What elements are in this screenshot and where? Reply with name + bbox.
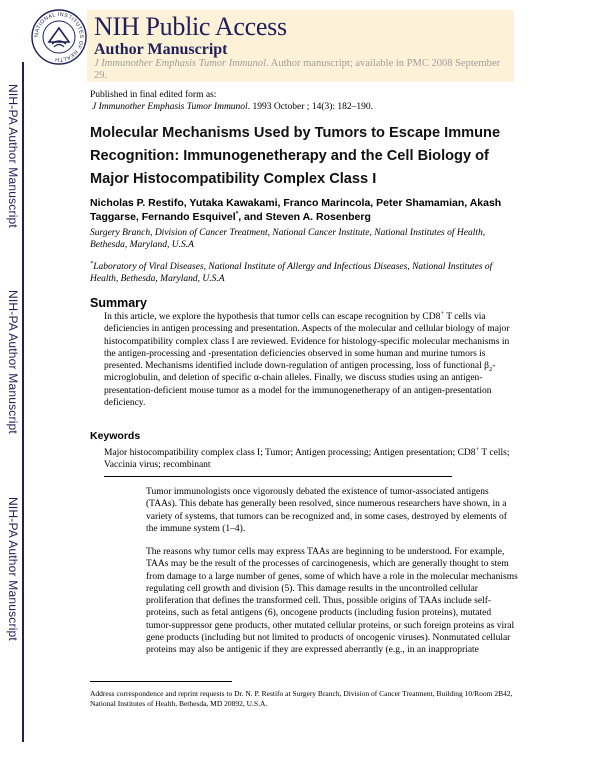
header-citation [94, 58, 512, 82]
body-paragraph-2: The reasons why tumor cells may express TAAs are beginning to be understood. For example, TAAs may be the result of the processes of carcinogenesis, which are generally thought to stem from damage to a large number of genes, some of which have a role in the molecular mechanisms regulating cell growth and division (5). This damage results in the uncontrolled cellular proliferation that defines the transformed cell. Thus, possible origins of TAAs include self-proteins, such as fetal antigens (6), oncogene products (including fusion proteins), mutated tumor-suppressor gene products, other mutated cellular proteins, or such foreign proteins as viral gene products (including but not limited to products of oncogenic viruses). Nonmutated cellular proteins may also be antigenic if they are expressed aberrantly (e.g., in an inappropriate [146, 547, 518, 656]
author-footnote-mark: * [235, 210, 239, 218]
summary-text [104, 311, 519, 409]
published-label: Published in final edited form as: [90, 90, 217, 100]
published-details: . 1993 October ; 14(3): 182–190. [247, 102, 374, 112]
authors-line-2a: Taggarse, Fernando Esquivel [90, 211, 236, 223]
author-manuscript-subtitle: Author Manuscript [94, 41, 228, 58]
article-title: Molecular Mechanisms Used by Tumors to Escape Immune Recognition: Immunogenetherapy and the Cell Biology of Major Histocompatibility Complex Class I [90, 125, 501, 187]
authors-line-1: Nicholas P. Restifo, Yutaka Kawakami, Franco Marincola, Peter Shamamian, Akash [90, 197, 502, 209]
summary-heading: Summary [90, 296, 147, 310]
affiliation-2 [90, 261, 520, 285]
keywords-heading: Keywords [90, 430, 141, 442]
header-journal-name: J Immunother Emphasis Tumor Immunol [94, 58, 267, 69]
summary-sup: + [440, 309, 445, 317]
margin-rule [22, 62, 24, 742]
correspondence-footnote: Address correspondence and reprint requests to Dr. N. P. Restifo at Surgery Branch, Division of Cancer Treatment, Building 10/Room 2B42, National Institutes of Health, Bethesda, MD 20892, U.S.A. [90, 689, 513, 708]
keywords-divider [104, 476, 452, 477]
summary-text-b: T cells via deficiencies in antigen processing and presentation. Aspects of the molecular and cellular biology of major histocompatibility complex class I are reviewed. Evidence for histology-specific molecular mechanisms in the antigen-processing and -presentation deficiencies observed in some human and murine tumors is presented. Mechanisms identified include down-regulation of antigen processing, loss of functional β [104, 312, 510, 372]
body-paragraph-1: Tumor immunologists once vigorously debated the existence of tumor-associated antigens (TAAs). This debate has generally been resolved, since numerous researchers have shown, in a variety of systems, that tumors can be recognized and, in some cases, destroyed by elements of the immune system (1–4). [146, 487, 507, 534]
published-citation [90, 101, 373, 113]
author-list [90, 196, 520, 224]
published-final-form [90, 89, 373, 113]
published-journal: J Immunother Emphasis Tumor Immunol [92, 102, 248, 112]
nih-pa-margin-label-1: NIH-PA Author Manuscript [6, 84, 20, 228]
summary-text-a: In this article, we explore the hypothesis that tumor cells can escape recognition by CD8 [104, 312, 441, 322]
nih-pa-margin-label-2: NIH-PA Author Manuscript [6, 290, 20, 434]
keywords-text-b: T cells; Vaccinia virus; recombinant [104, 448, 510, 471]
footnote-divider [90, 681, 232, 682]
summary-sub: 2 [489, 366, 493, 374]
header-citation-rest: . Author manuscript; available in PMC 2008 September 29. [94, 58, 500, 81]
nih-pa-margin-label-3: NIH-PA Author Manuscript [6, 497, 20, 641]
authors-line-2b: , and Steven A. Rosenberg [238, 211, 371, 223]
affiliation-2-mark: * [90, 259, 94, 267]
summary-text-c: -microglobulin, and deletion of specific α-chain alleles. Finally, we discuss studies using an antigen-presentation-deficient mouse tumor as a model for the immunogenetherapy of an antigen-presentation deficiency. [104, 361, 496, 409]
keywords-sup: + [475, 445, 480, 453]
keywords-text-a: Major histocompatibility complex class I; Tumor; Antigen processing; Antigen presentation; CD8 [104, 448, 476, 458]
keywords-text [104, 447, 519, 472]
nih-logo-icon [30, 8, 88, 66]
affiliation-1: Surgery Branch, Division of Cancer Treatment, National Cancer Institute, National Institutes of Health, Bethesda, Maryland, U.S.A [90, 228, 486, 250]
nih-public-access-title: NIH Public Access [94, 12, 287, 41]
logo-ring-text: NATIONAL INSTITUTES OF HEALTH [33, 11, 85, 63]
affiliation-2-text: Laboratory of Viral Diseases, National Institute of Allergy and Infectious Diseases, National Institutes of Health, Bethesda, Maryland, U.S.A [90, 262, 493, 284]
svg-text:NATIONAL INSTITUTES OF HEALTH [34, 12, 84, 62]
